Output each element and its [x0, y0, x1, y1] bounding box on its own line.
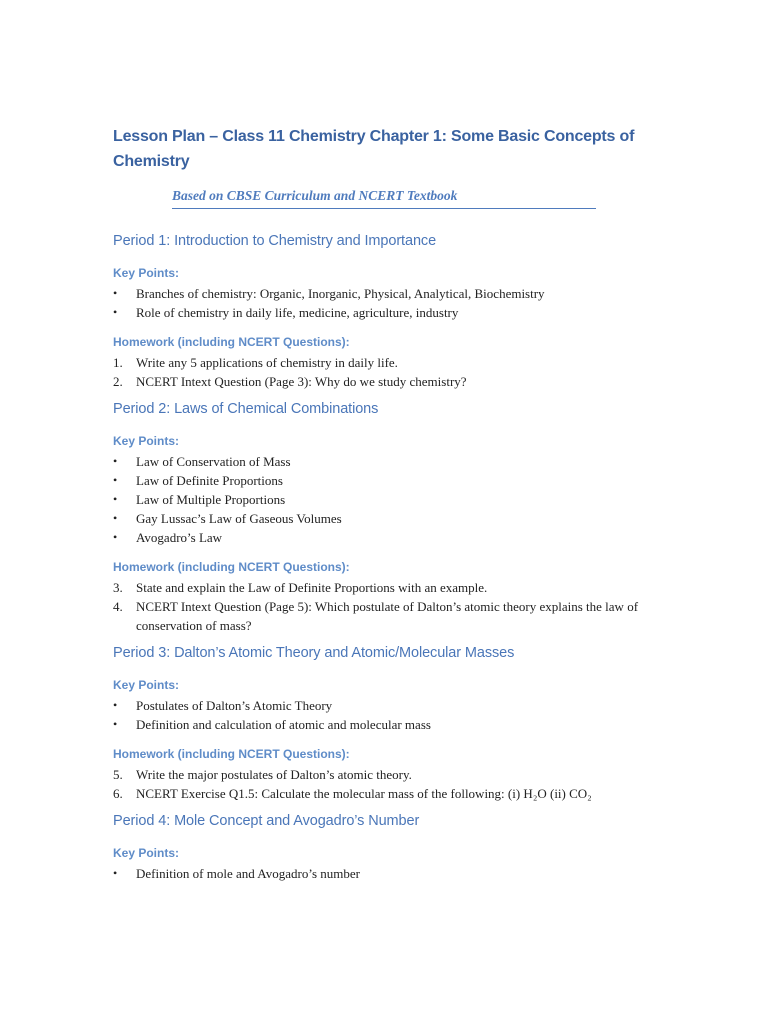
subtitle-block: [172, 187, 596, 209]
bullet-icon: •: [113, 717, 118, 731]
key-points-list: [113, 696, 658, 734]
period-2-section: [113, 399, 658, 635]
bullet-icon: •: [113, 530, 118, 544]
item-number: 2.: [113, 374, 123, 389]
item-number: 3.: [113, 580, 123, 595]
lesson-plan-document: [113, 124, 658, 883]
key-points-list: [113, 864, 658, 883]
list-item: • Definition and calculation of atomic and molecular mass: [113, 717, 431, 732]
list-item: • Gay Lussac’s Law of Gaseous Volumes: [113, 511, 342, 526]
period-3-section: [113, 643, 658, 803]
list-item: • Definition of mole and Avogadro’s number: [113, 866, 360, 881]
bullet-icon: •: [113, 698, 118, 712]
list-item: • Role of chemistry in daily life, medicine, agriculture, industry: [113, 305, 459, 320]
item-number: 4.: [113, 599, 123, 614]
homework-label: Homework (including NCERT Questions):: [113, 335, 350, 349]
bullet-icon: •: [113, 511, 118, 525]
list-item: • Law of Definite Proportions: [113, 473, 283, 488]
bullet-icon: •: [113, 305, 118, 319]
list-item: • Law of Conservation of Mass: [113, 454, 291, 469]
document-subtitle: Based on CBSE Curriculum and NCERT Textbook: [172, 188, 458, 203]
item-number: 5.: [113, 767, 123, 782]
list-item: • Avogadro’s Law: [113, 530, 223, 545]
key-points-label: Key Points:: [113, 266, 180, 280]
period-4-section: [113, 811, 658, 883]
list-item: • Postulates of Dalton’s Atomic Theory: [113, 698, 333, 713]
bullet-icon: •: [113, 866, 118, 880]
list-item: 5. Write the major postulates of Dalton’s atomic theory.: [113, 767, 412, 782]
key-points-list: [113, 452, 658, 547]
list-item: • Branches of chemistry: Organic, Inorganic, Physical, Analytical, Biochemistry: [113, 286, 545, 301]
list-item: 4. NCERT Intext Question (Page 5): Which postulate of Dalton’s atomic theory explains the law of conservation of mass?: [113, 599, 639, 633]
period-1-section: [113, 231, 658, 391]
bullet-icon: •: [113, 286, 118, 300]
bullet-icon: •: [113, 454, 118, 468]
bullet-icon: •: [113, 492, 118, 506]
bullet-icon: •: [113, 473, 118, 487]
item-number: 6.: [113, 786, 123, 801]
homework-list: [113, 353, 658, 391]
period-1-heading: Period 1: Introduction to Chemistry and Importance: [113, 233, 437, 249]
key-points-label: Key Points:: [113, 678, 180, 692]
item-number: 1.: [113, 355, 123, 370]
key-points-list: [113, 284, 658, 322]
key-points-label: Key Points:: [113, 846, 180, 860]
homework-list: [113, 578, 658, 635]
homework-label: Homework (including NCERT Questions):: [113, 747, 350, 761]
list-item: 2. NCERT Intext Question (Page 3): Why do we study chemistry?: [113, 374, 467, 389]
homework-list: [113, 765, 658, 803]
list-item: • Law of Multiple Proportions: [113, 492, 286, 507]
period-3-heading: Period 3: Dalton’s Atomic Theory and Atomic/Molecular Masses: [113, 645, 515, 661]
key-points-label: Key Points:: [113, 434, 180, 448]
list-item: 6. NCERT Exercise Q1.5: Calculate the molecular mass of the following: (i) H₂O (ii) CO₂: [113, 786, 592, 801]
list-item: 1. Write any 5 applications of chemistry in daily life.: [113, 355, 398, 370]
period-2-heading: Period 2: Laws of Chemical Combinations: [113, 401, 379, 417]
period-4-heading: Period 4: Mole Concept and Avogadro’s Number: [113, 813, 420, 829]
document-title: Lesson Plan – Class 11 Chemistry Chapter 1: Some Basic Concepts of Chemistry: [113, 128, 635, 170]
list-item: 3. State and explain the Law of Definite Proportions with an example.: [113, 580, 488, 595]
homework-label: Homework (including NCERT Questions):: [113, 560, 350, 574]
